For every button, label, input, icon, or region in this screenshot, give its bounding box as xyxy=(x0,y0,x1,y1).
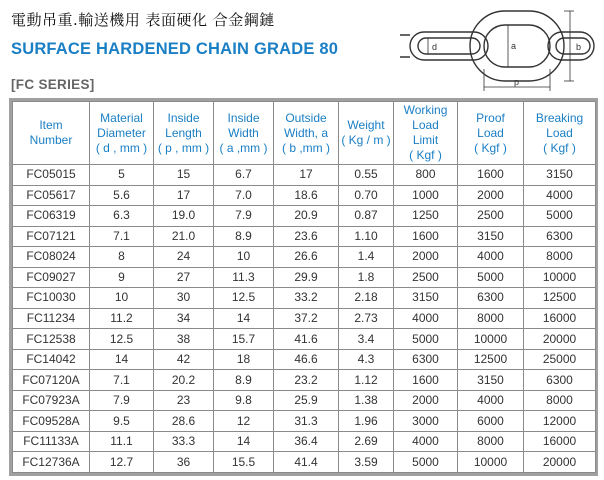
table-row xyxy=(13,247,596,268)
table-row xyxy=(13,390,596,411)
column-header-line: ( a ,mm ) xyxy=(219,140,268,155)
table-cell: 1.96 xyxy=(339,411,394,432)
table-cell: 34 xyxy=(154,308,214,329)
table-cell: 5.6 xyxy=(90,185,154,206)
column-header-line: Inside xyxy=(167,110,200,125)
table-cell: 4.3 xyxy=(339,349,394,370)
column-header xyxy=(90,102,154,165)
dimension-b-label: b xyxy=(576,42,582,52)
table-cell: 1.10 xyxy=(339,226,394,247)
column-header-line: Diameter xyxy=(97,125,146,140)
table-row xyxy=(13,267,596,288)
table-cell: 1.4 xyxy=(339,247,394,268)
table-cell: 5000 xyxy=(458,267,524,288)
column-header-line: Length xyxy=(165,125,202,140)
table-cell: 38 xyxy=(154,329,214,350)
table-cell: 2.73 xyxy=(339,308,394,329)
table-cell: 1.38 xyxy=(339,390,394,411)
column-header-line: Breaking xyxy=(535,110,584,125)
table-cell: 15 xyxy=(154,165,214,186)
column-header-line: ( Kgf ) xyxy=(543,140,576,155)
table-row xyxy=(13,226,596,247)
table-cell: 23.2 xyxy=(274,370,339,391)
item-number-cell: FC12736A xyxy=(13,452,90,473)
table-cell: 1.12 xyxy=(339,370,394,391)
table-cell: 12.7 xyxy=(90,452,154,473)
table-cell: 16000 xyxy=(524,308,596,329)
column-header xyxy=(339,102,394,165)
table-cell: 2.18 xyxy=(339,288,394,309)
table-cell: 10000 xyxy=(458,329,524,350)
table-cell: 7.9 xyxy=(90,390,154,411)
table-cell: 41.6 xyxy=(274,329,339,350)
table-cell: 33.3 xyxy=(154,431,214,452)
table-cell: 8 xyxy=(90,247,154,268)
table-cell: 3000 xyxy=(394,411,458,432)
item-number-cell: FC06319 xyxy=(13,206,90,227)
table-cell: 12.5 xyxy=(214,288,274,309)
table-cell: 10 xyxy=(90,288,154,309)
table-cell: 21.0 xyxy=(154,226,214,247)
column-header xyxy=(458,102,524,165)
table-cell: 33.2 xyxy=(274,288,339,309)
item-number-cell: FC09027 xyxy=(13,267,90,288)
table-cell: 7.1 xyxy=(90,370,154,391)
column-header-line: Width xyxy=(228,125,259,140)
dimension-p-label: p xyxy=(514,77,520,87)
table-cell: 42 xyxy=(154,349,214,370)
column-header-line: Weight xyxy=(347,118,385,132)
table-cell: 16000 xyxy=(524,431,596,452)
column-header-line: Inside xyxy=(227,110,260,125)
table-cell: 6.7 xyxy=(214,165,274,186)
table-cell: 10000 xyxy=(524,267,596,288)
table-cell: 36.4 xyxy=(274,431,339,452)
table-cell: 8000 xyxy=(524,390,596,411)
table-row xyxy=(13,165,596,186)
table-cell: 9.8 xyxy=(214,390,274,411)
table-row xyxy=(13,370,596,391)
table-cell: 6300 xyxy=(458,288,524,309)
dimension-a-label: a xyxy=(511,41,517,51)
table-cell: 20000 xyxy=(524,329,596,350)
table-cell: 5000 xyxy=(394,452,458,473)
table-cell: 11.3 xyxy=(214,267,274,288)
table-cell: 1600 xyxy=(394,370,458,391)
table-cell: 0.87 xyxy=(339,206,394,227)
table-cell: 20.9 xyxy=(274,206,339,227)
table-cell: 25000 xyxy=(524,349,596,370)
table-cell: 31.3 xyxy=(274,411,339,432)
table-cell: 4000 xyxy=(394,431,458,452)
dimension-d-label: d xyxy=(432,42,438,52)
table-cell: 5000 xyxy=(394,329,458,350)
table-cell: 6300 xyxy=(394,349,458,370)
item-number-cell: FC12538 xyxy=(13,329,90,350)
table-cell: 15.7 xyxy=(214,329,274,350)
table-cell: 12000 xyxy=(524,411,596,432)
table-cell: 30 xyxy=(154,288,214,309)
table-cell: 4000 xyxy=(524,185,596,206)
table-cell: 7.9 xyxy=(214,206,274,227)
table-row xyxy=(13,329,596,350)
table-cell: 1000 xyxy=(394,185,458,206)
table-cell: 1600 xyxy=(394,226,458,247)
column-header-line: ( Kg / m ) xyxy=(341,133,391,147)
table-cell: 23.6 xyxy=(274,226,339,247)
table-row xyxy=(13,185,596,206)
table-cell: 6300 xyxy=(524,226,596,247)
table-cell: 5 xyxy=(90,165,154,186)
table-cell: 4000 xyxy=(458,247,524,268)
table-cell: 2.69 xyxy=(339,431,394,452)
table-cell: 37.2 xyxy=(274,308,339,329)
table-cell: 3150 xyxy=(524,165,596,186)
table-cell: 28.6 xyxy=(154,411,214,432)
series-label: [FC SERIES] xyxy=(11,77,95,92)
table-cell: 24 xyxy=(154,247,214,268)
table-cell: 14 xyxy=(214,431,274,452)
table-cell: 8.9 xyxy=(214,370,274,391)
table-cell: 6.3 xyxy=(90,206,154,227)
table-cell: 8.9 xyxy=(214,226,274,247)
table-cell: 12500 xyxy=(524,288,596,309)
table-cell: 46.6 xyxy=(274,349,339,370)
table-cell: 3.59 xyxy=(339,452,394,473)
column-header-line: ( b ,mm ) xyxy=(282,140,330,155)
chain-link-diagram xyxy=(398,5,598,95)
table-cell: 12500 xyxy=(458,349,524,370)
table-cell: 5000 xyxy=(524,206,596,227)
table-cell: 0.70 xyxy=(339,185,394,206)
table-cell: 8000 xyxy=(524,247,596,268)
table-cell: 18.6 xyxy=(274,185,339,206)
table-cell: 25.9 xyxy=(274,390,339,411)
table-cell: 8000 xyxy=(458,431,524,452)
column-header xyxy=(13,102,90,165)
column-header-line: Width, a xyxy=(283,125,328,140)
column-header-line: Load xyxy=(546,125,573,140)
table-cell: 26.6 xyxy=(274,247,339,268)
table-cell: 3.4 xyxy=(339,329,394,350)
table-cell: 19.0 xyxy=(154,206,214,227)
table-cell: 12 xyxy=(214,411,274,432)
table-cell: 29.9 xyxy=(274,267,339,288)
column-header-line: ( p , mm ) xyxy=(157,140,210,155)
table-cell: 1.8 xyxy=(339,267,394,288)
table-cell: 800 xyxy=(394,165,458,186)
table-cell: 1600 xyxy=(458,165,524,186)
column-header-line: Number xyxy=(29,133,73,147)
item-number-cell: FC07120A xyxy=(13,370,90,391)
table-cell: 17 xyxy=(274,165,339,186)
spec-table-frame xyxy=(9,98,598,476)
item-number-cell: FC11133A xyxy=(13,431,90,452)
column-header xyxy=(524,102,596,165)
table-cell: 0.55 xyxy=(339,165,394,186)
table-cell: 23 xyxy=(154,390,214,411)
column-header-line: ( Kgf ) xyxy=(409,148,442,162)
table-cell: 11.2 xyxy=(90,308,154,329)
spec-table xyxy=(12,101,596,473)
item-number-cell: FC09528A xyxy=(13,411,90,432)
table-cell: 18 xyxy=(214,349,274,370)
table-cell: 2500 xyxy=(394,267,458,288)
column-header xyxy=(274,102,339,165)
table-cell: 6000 xyxy=(458,411,524,432)
table-cell: 12.5 xyxy=(90,329,154,350)
table-row xyxy=(13,452,596,473)
table-cell: 9 xyxy=(90,267,154,288)
table-cell: 2000 xyxy=(458,185,524,206)
column-header-line: Limit xyxy=(412,133,439,147)
table-row xyxy=(13,431,596,452)
table-cell: 11.1 xyxy=(90,431,154,452)
table-cell: 1250 xyxy=(394,206,458,227)
item-number-cell: FC07121 xyxy=(13,226,90,247)
table-cell: 3150 xyxy=(458,226,524,247)
item-number-cell: FC14042 xyxy=(13,349,90,370)
column-header-line: Outside xyxy=(285,110,327,125)
table-row xyxy=(13,206,596,227)
item-number-cell: FC07923A xyxy=(13,390,90,411)
table-cell: 7.1 xyxy=(90,226,154,247)
column-header xyxy=(154,102,214,165)
table-cell: 3150 xyxy=(458,370,524,391)
column-header-line: Proof xyxy=(476,110,505,125)
table-cell: 9.5 xyxy=(90,411,154,432)
table-cell: 27 xyxy=(154,267,214,288)
table-cell: 10 xyxy=(214,247,274,268)
table-cell: 4000 xyxy=(394,308,458,329)
table-cell: 20.2 xyxy=(154,370,214,391)
item-number-cell: FC11234 xyxy=(13,308,90,329)
page-title-english: SURFACE HARDENED CHAIN GRADE 80 xyxy=(11,40,339,58)
table-cell: 10000 xyxy=(458,452,524,473)
table-cell: 17 xyxy=(154,185,214,206)
item-number-cell: FC05015 xyxy=(13,165,90,186)
table-header-row xyxy=(13,102,596,165)
table-cell: 2500 xyxy=(458,206,524,227)
table-row xyxy=(13,288,596,309)
table-cell: 36 xyxy=(154,452,214,473)
table-cell: 2000 xyxy=(394,390,458,411)
column-header xyxy=(394,102,458,165)
item-number-cell: FC10030 xyxy=(13,288,90,309)
column-header-line: Item xyxy=(39,118,63,132)
table-cell: 15.5 xyxy=(214,452,274,473)
column-header-line: Load xyxy=(477,125,504,140)
item-number-cell: FC05617 xyxy=(13,185,90,206)
table-cell: 7.0 xyxy=(214,185,274,206)
table-body xyxy=(13,165,596,473)
table-cell: 6300 xyxy=(524,370,596,391)
table-cell: 14 xyxy=(214,308,274,329)
item-number-cell: FC08024 xyxy=(13,247,90,268)
column-header-line: Working xyxy=(403,103,448,117)
table-cell: 4000 xyxy=(458,390,524,411)
table-row xyxy=(13,349,596,370)
table-row xyxy=(13,308,596,329)
column-header xyxy=(214,102,274,165)
column-header-line: Material xyxy=(100,110,143,125)
table-row xyxy=(13,411,596,432)
table-cell: 20000 xyxy=(524,452,596,473)
table-cell: 8000 xyxy=(458,308,524,329)
table-cell: 41.4 xyxy=(274,452,339,473)
table-cell: 14 xyxy=(90,349,154,370)
column-header-line: ( Kgf ) xyxy=(474,140,507,155)
table-cell: 2000 xyxy=(394,247,458,268)
column-header-line: ( d , mm ) xyxy=(95,140,148,155)
page-title-chinese: 電動吊重.輸送機用 表面硬化 合金鋼鏈 xyxy=(11,11,275,29)
column-header-line: Load xyxy=(412,118,439,132)
table-cell: 3150 xyxy=(394,288,458,309)
